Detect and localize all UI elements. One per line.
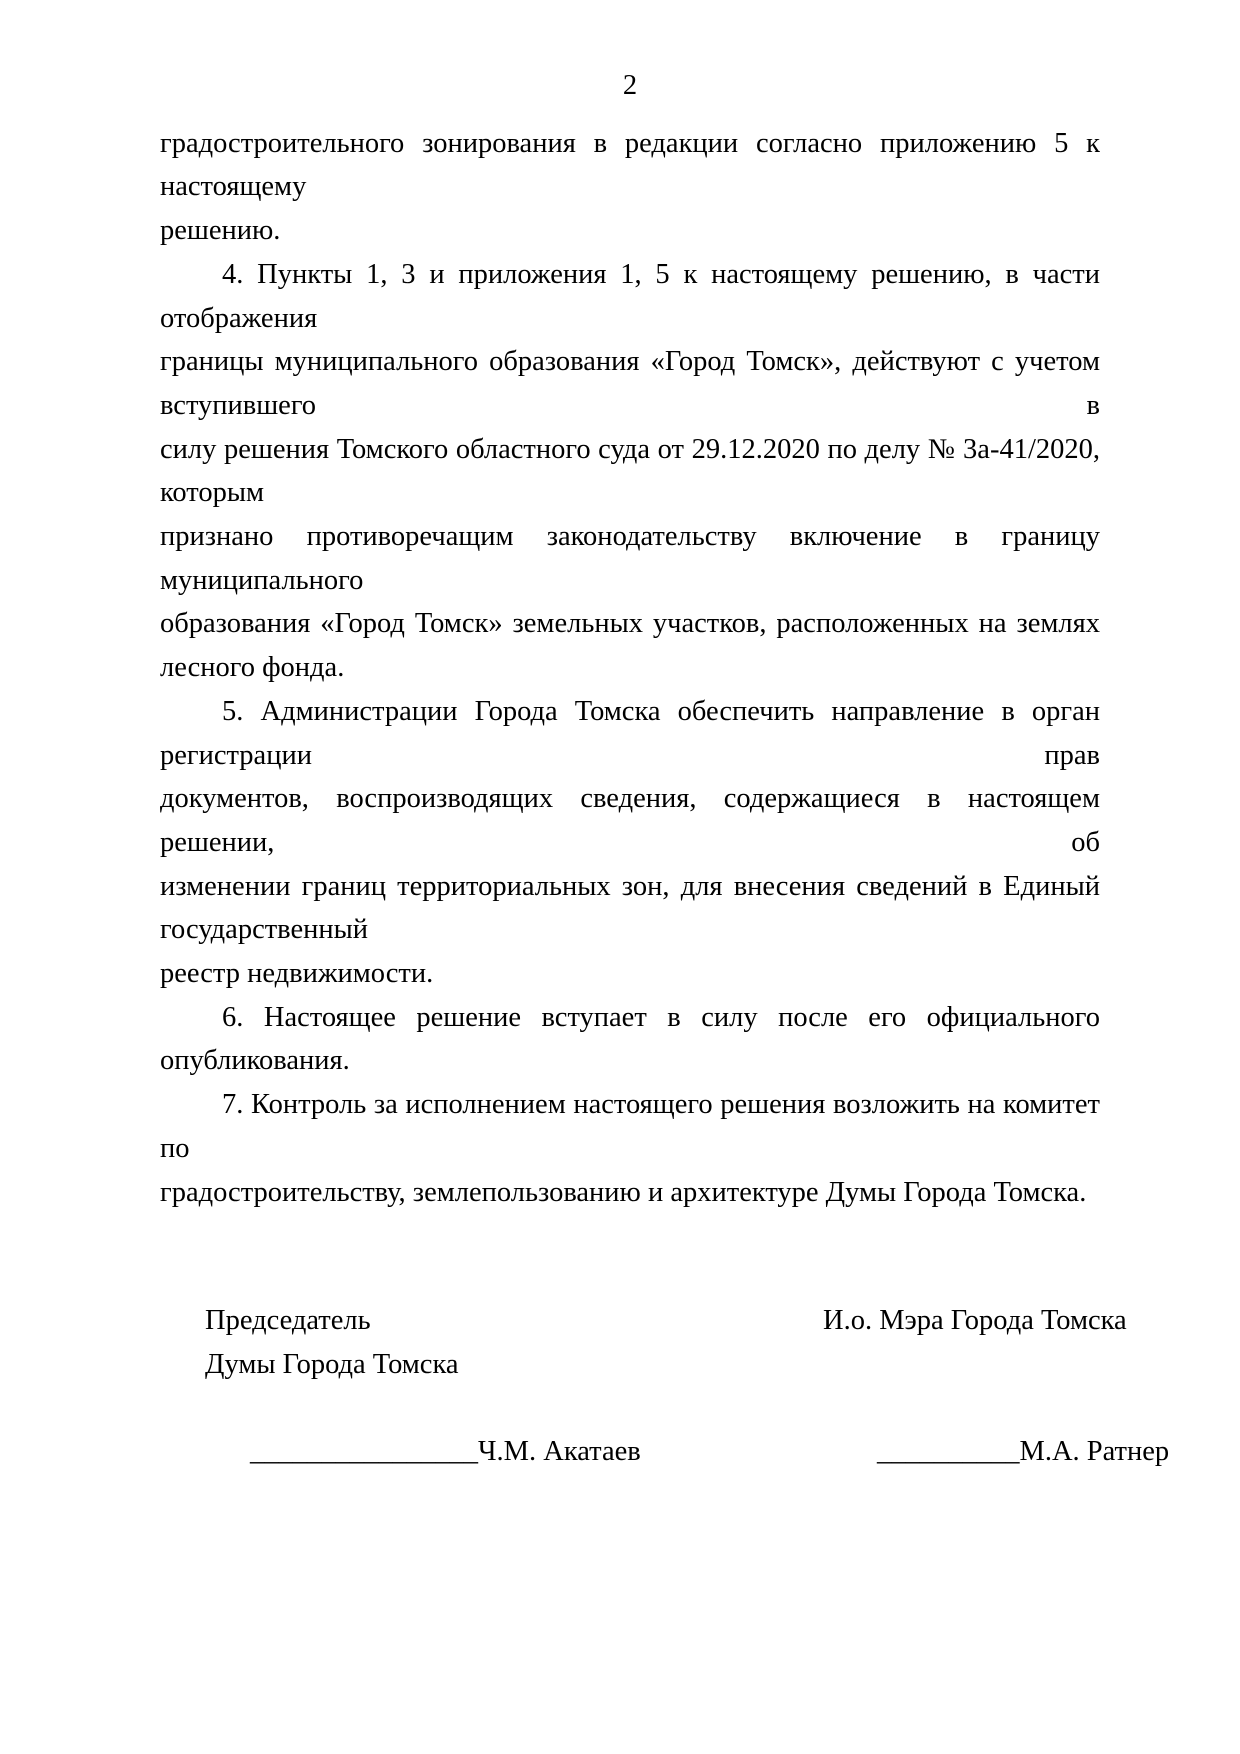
- right-signature-line: __________: [877, 1436, 1020, 1468]
- document-line: градостроительству, землепользованию и архитектуре Думы Города Томска.: [160, 1176, 1087, 1208]
- document-line: реестр недвижимости.: [160, 958, 434, 990]
- right-signature: [877, 1430, 1169, 1474]
- document-line: изменении границ территориальных зон, для внесения сведений в Единый государственный: [160, 870, 1100, 946]
- document-line: образования «Город Томск» земельных участков, расположенных на землях лесного фонда.: [160, 608, 1100, 684]
- document-body: [160, 122, 1100, 1215]
- signature-title-row-1: [160, 1299, 1127, 1343]
- right-signatory-name: М.А. Ратнер: [1019, 1436, 1170, 1468]
- document-line: 5. Администрации Города Томска обеспечить направление в орган регистрации прав: [160, 695, 1100, 771]
- left-signatory-title-line-2: Думы Города Томска: [205, 1348, 459, 1380]
- document-line: документов, воспроизводящих сведения, содержащиеся в настоящем решении, об: [160, 783, 1100, 858]
- page-number: 2: [622, 70, 638, 101]
- right-signatory-title: И.о. Мэра Города Томска: [823, 1305, 1127, 1337]
- document-line: силу решения Томского областного суда от 29.12.2020 по делу № 3а-41/2020, которым: [160, 433, 1100, 509]
- document-line: решению.: [160, 215, 281, 247]
- left-signature-line: ________________: [250, 1436, 478, 1468]
- left-signatory-title-line-1: Председатель: [205, 1305, 371, 1337]
- document-line: 7. Контроль за исполнением настоящего решения возложить на комитет по: [160, 1089, 1100, 1164]
- document-line: границы муниципального образования «Город Томск», действуют с учетом вступившего в: [160, 346, 1100, 421]
- signature-line-row: [160, 1430, 1170, 1474]
- signature-title-row-2: [160, 1343, 1100, 1387]
- document-line: 4. Пункты 1, 3 и приложения 1, 5 к настоящему решению, в части отображения: [160, 258, 1100, 334]
- left-signature: [250, 1430, 641, 1474]
- document-line: 6. Настоящее решение вступает в силу после его официального опубликования.: [160, 1001, 1100, 1077]
- signature-spacer: [160, 1387, 1100, 1431]
- signature-block: [160, 1299, 1170, 1474]
- document-line: градостроительного зонирования в редакции согласно приложению 5 к настоящему: [160, 127, 1100, 203]
- document-line: признано противоречащим законодательству включение в границу муниципального: [160, 521, 1100, 596]
- left-signatory-name: Ч.М. Акатаев: [478, 1436, 641, 1468]
